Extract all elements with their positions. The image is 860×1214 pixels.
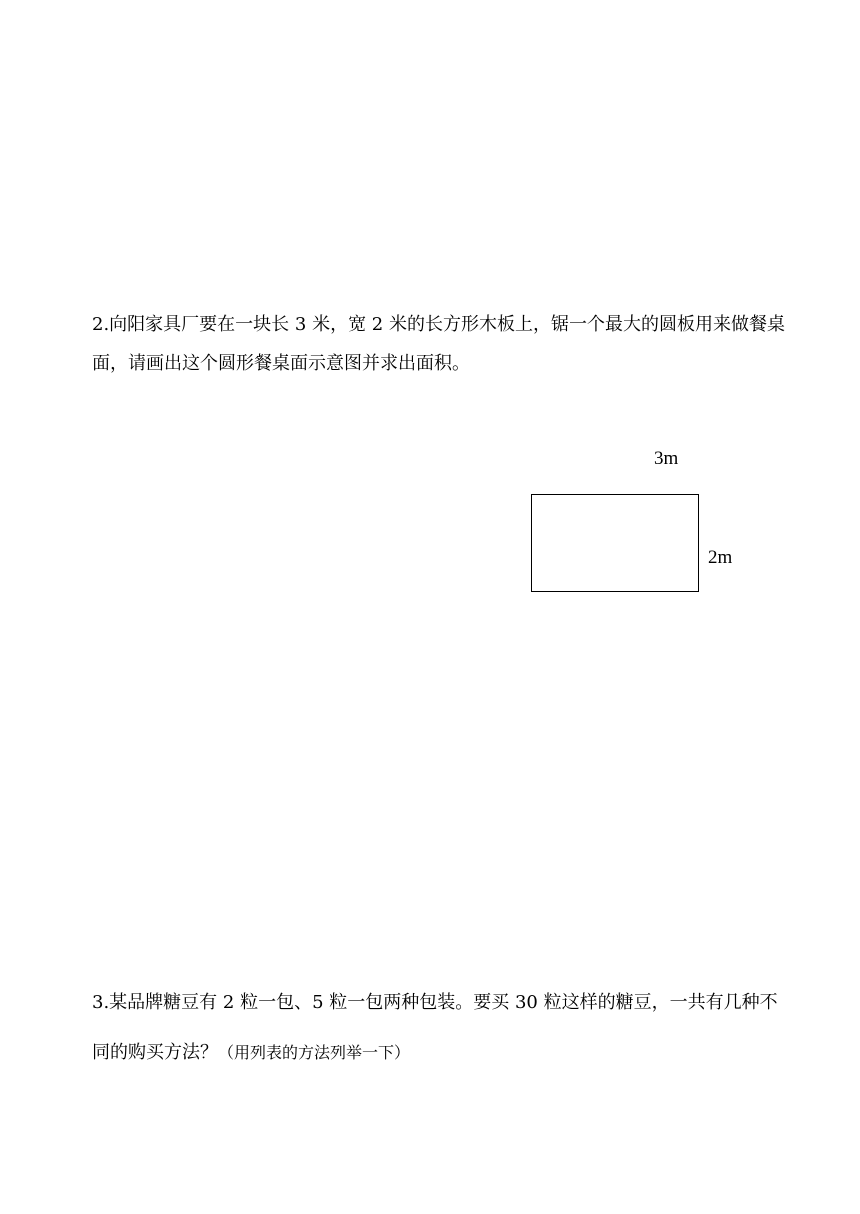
rectangle-length-label: 3m (654, 448, 679, 469)
question-3-note: （用列表的方法列举一下） (218, 1043, 411, 1062)
question-2-text: 2.向阳家具厂要在一块长 3 米，宽 2 米的长方形木板上，锯一个最大的圆板用来做餐桌面，请画出这个圆形餐桌面示意图并求出面积。 (92, 314, 785, 374)
question-3 (92, 978, 792, 1078)
question-3-text: 3.某品牌糖豆有 2 粒一包、5 粒一包两种包装。要买 30 粒这样的糖豆，一共有几种不同的购买方法？ (92, 992, 778, 1063)
rectangle-width-label: 2m (708, 547, 733, 568)
wooden-board-rectangle (531, 494, 699, 592)
